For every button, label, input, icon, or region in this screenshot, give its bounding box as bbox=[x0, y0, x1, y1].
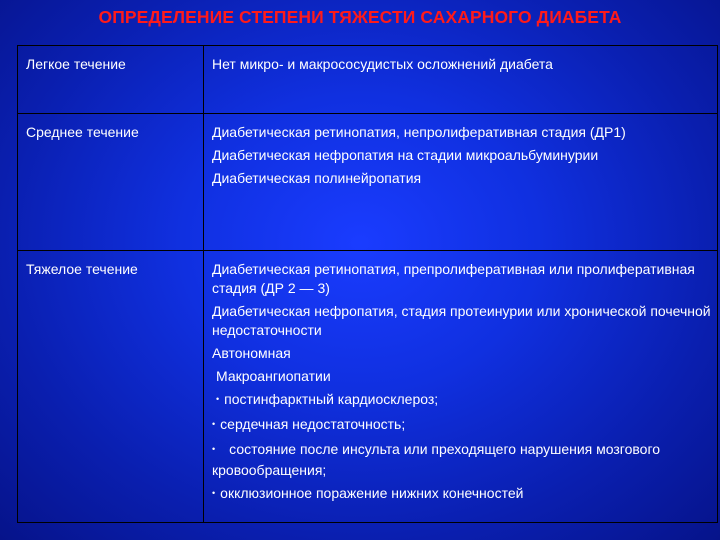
bullet-icon: • bbox=[216, 394, 220, 404]
macroangiopathy-heading: Макроангиопатии bbox=[216, 368, 331, 384]
table-row-moderate bbox=[18, 114, 718, 251]
severity-cell: Среднее течение bbox=[18, 114, 204, 251]
description-cell bbox=[204, 114, 718, 251]
complication-line: Диабетическая ретинопатия, препролиферативная или пролиферативная стадия (ДР 2 — 3) bbox=[212, 261, 695, 296]
description-cell: Нет микро- и макрососудистых осложнений диабета bbox=[204, 46, 718, 114]
list-item-text: постинфарктный кардиосклероз; bbox=[224, 391, 439, 407]
table-row-severe bbox=[18, 251, 718, 523]
list-item-text: окклюзионное поражение нижних конечностей bbox=[220, 485, 524, 501]
bullet-icon: • bbox=[212, 444, 216, 454]
list-item-text: состояние после инсульта или преходящего нарушения мозгового кровообращения; bbox=[212, 441, 661, 478]
complication-line: Диабетическая ретинопатия, непролиферативная стадия (ДР1) bbox=[212, 124, 626, 140]
bullet-icon: • bbox=[212, 419, 216, 429]
list-item bbox=[212, 390, 713, 411]
complication-line: Диабетическая полинейропатия bbox=[212, 170, 422, 186]
severity-cell: Легкое течение bbox=[18, 46, 204, 114]
table-row-mild bbox=[18, 46, 718, 114]
severity-cell: Тяжелое течение bbox=[18, 251, 204, 523]
list-item bbox=[212, 440, 713, 480]
complication-line: Автономная bbox=[212, 345, 291, 361]
page-title: ОПРЕДЕЛЕНИЕ СТЕПЕНИ ТЯЖЕСТИ САХАРНОГО ДИАБЕТА bbox=[98, 7, 622, 27]
bullet-icon: • bbox=[212, 488, 216, 498]
list-item bbox=[212, 484, 713, 505]
complication-line: Диабетическая нефропатия, стадия протеинурии или хронической почечной недостаточности bbox=[212, 303, 711, 338]
description-cell bbox=[204, 251, 718, 523]
complication-line: Диабетическая нефропатия на стадии микроальбуминурии bbox=[212, 147, 599, 163]
list-item-text: сердечная недостаточность; bbox=[220, 416, 406, 432]
severity-table bbox=[17, 45, 718, 523]
list-item bbox=[212, 415, 713, 436]
